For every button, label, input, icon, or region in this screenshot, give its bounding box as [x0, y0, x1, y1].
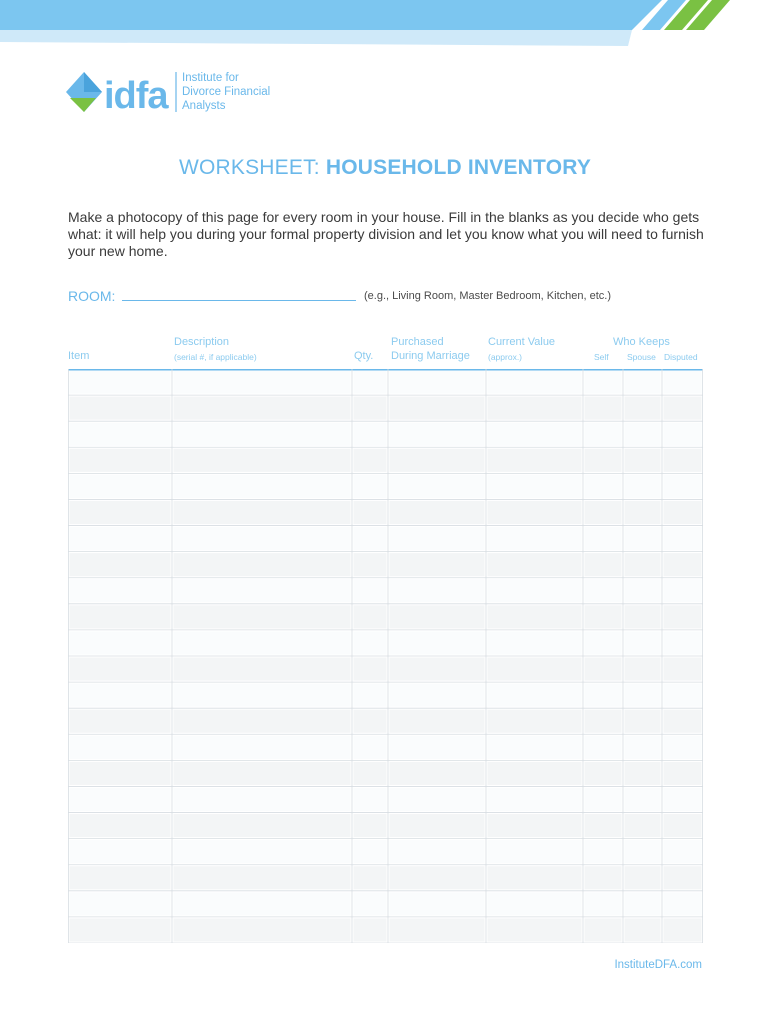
cell-purchased[interactable]: [390, 892, 485, 915]
cell-current-value[interactable]: [488, 631, 582, 654]
cell-item[interactable]: [70, 736, 171, 759]
cell-disputed[interactable]: [664, 553, 702, 576]
logo-line-3: Analysts: [182, 100, 226, 112]
cell-qty[interactable]: [354, 736, 387, 759]
cell-purchased[interactable]: [390, 788, 485, 811]
cell-spouse[interactable]: [625, 762, 661, 785]
cell-current-value[interactable]: [488, 892, 582, 915]
cell-description[interactable]: [174, 631, 351, 654]
header-current-value: Current Value: [488, 336, 556, 348]
cell-item[interactable]: [70, 892, 171, 915]
header-who-keeps: Who Keeps: [613, 336, 670, 348]
cell-purchased[interactable]: [390, 762, 485, 785]
cell-qty[interactable]: [354, 449, 387, 472]
cell-current-value[interactable]: [488, 397, 582, 420]
cell-description[interactable]: [174, 788, 351, 811]
header-self: Self: [594, 352, 609, 362]
cell-disputed[interactable]: [664, 605, 702, 628]
cell-item[interactable]: [70, 788, 171, 811]
cell-spouse[interactable]: [625, 710, 661, 733]
cell-spouse[interactable]: [625, 475, 661, 498]
cell-purchased[interactable]: [390, 631, 485, 654]
cell-purchased[interactable]: [390, 397, 485, 420]
cell-description[interactable]: [174, 892, 351, 915]
cell-qty[interactable]: [354, 762, 387, 785]
cell-current-value[interactable]: [488, 788, 582, 811]
cell-current-value[interactable]: [488, 866, 582, 889]
logo-tagline: [182, 71, 270, 113]
cell-self[interactable]: [585, 371, 622, 394]
cell-current-value[interactable]: [488, 710, 582, 733]
cell-spouse[interactable]: [625, 788, 661, 811]
cell-item[interactable]: [70, 710, 171, 733]
cell-self[interactable]: [585, 736, 622, 759]
cell-qty[interactable]: [354, 579, 387, 602]
cell-qty[interactable]: [354, 892, 387, 915]
cell-current-value[interactable]: [488, 553, 582, 576]
cell-spouse[interactable]: [625, 892, 661, 915]
cell-item[interactable]: [70, 631, 171, 654]
cell-current-value[interactable]: [488, 475, 582, 498]
cell-description[interactable]: [174, 423, 351, 446]
cell-spouse[interactable]: [625, 449, 661, 472]
cell-spouse[interactable]: [625, 658, 661, 681]
cell-qty[interactable]: [354, 814, 387, 837]
cell-purchased[interactable]: [390, 423, 485, 446]
cell-purchased[interactable]: [390, 527, 485, 550]
cell-item[interactable]: [70, 423, 171, 446]
cell-description[interactable]: [174, 553, 351, 576]
cell-self[interactable]: [585, 658, 622, 681]
cell-disputed[interactable]: [664, 866, 702, 889]
cell-qty[interactable]: [354, 918, 387, 941]
cell-spouse[interactable]: [625, 423, 661, 446]
cell-item[interactable]: [70, 814, 171, 837]
cell-item[interactable]: [70, 527, 171, 550]
cell-qty[interactable]: [354, 684, 387, 707]
cell-purchased[interactable]: [390, 840, 485, 863]
cell-spouse[interactable]: [625, 553, 661, 576]
logo-line-2: Divorce Financial: [182, 86, 271, 98]
cell-current-value[interactable]: [488, 527, 582, 550]
cell-item[interactable]: [70, 553, 171, 576]
cell-current-value[interactable]: [488, 736, 582, 759]
cell-current-value[interactable]: [488, 605, 582, 628]
banner-blue-band: [0, 0, 662, 30]
cell-qty[interactable]: [354, 501, 387, 524]
cell-disputed[interactable]: [664, 762, 702, 785]
cell-self[interactable]: [585, 631, 622, 654]
cell-spouse[interactable]: [625, 631, 661, 654]
cell-self[interactable]: [585, 553, 622, 576]
header-purchased: Purchased: [391, 336, 444, 348]
cell-item[interactable]: [70, 684, 171, 707]
cell-description[interactable]: [174, 527, 351, 550]
cell-qty[interactable]: [354, 605, 387, 628]
room-field: [68, 288, 708, 306]
cell-spouse[interactable]: [625, 918, 661, 941]
cell-description[interactable]: [174, 866, 351, 889]
header-description-sub: (serial #, if applicable): [174, 352, 257, 362]
cell-current-value[interactable]: [488, 501, 582, 524]
cell-self[interactable]: [585, 866, 622, 889]
cell-current-value[interactable]: [488, 684, 582, 707]
cell-description[interactable]: [174, 918, 351, 941]
header-disputed: Disputed: [664, 352, 698, 362]
cell-qty[interactable]: [354, 397, 387, 420]
cell-disputed[interactable]: [664, 788, 702, 811]
cell-purchased[interactable]: [390, 866, 485, 889]
cell-disputed[interactable]: [664, 736, 702, 759]
cell-self[interactable]: [585, 449, 622, 472]
cell-purchased[interactable]: [390, 684, 485, 707]
header-spouse: Spouse: [627, 352, 656, 362]
cell-disputed[interactable]: [664, 840, 702, 863]
cell-purchased[interactable]: [390, 814, 485, 837]
cell-spouse[interactable]: [625, 605, 661, 628]
cell-description[interactable]: [174, 814, 351, 837]
cell-self[interactable]: [585, 762, 622, 785]
header-banner: [0, 0, 770, 48]
cell-disputed[interactable]: [664, 814, 702, 837]
cell-disputed[interactable]: [664, 684, 702, 707]
cell-current-value[interactable]: [488, 658, 582, 681]
cell-current-value[interactable]: [488, 449, 582, 472]
cell-self[interactable]: [585, 501, 622, 524]
cell-spouse[interactable]: [625, 866, 661, 889]
cell-purchased[interactable]: [390, 553, 485, 576]
cell-item[interactable]: [70, 397, 171, 420]
cell-description[interactable]: [174, 658, 351, 681]
cell-spouse[interactable]: [625, 814, 661, 837]
title-main: HOUSEHOLD INVENTORY: [325, 156, 592, 179]
title-prefix: WORKSHEET:: [178, 156, 326, 179]
cell-self[interactable]: [585, 475, 622, 498]
cell-self[interactable]: [585, 710, 622, 733]
cell-disputed[interactable]: [664, 423, 702, 446]
cell-self[interactable]: [585, 579, 622, 602]
cell-spouse[interactable]: [625, 397, 661, 420]
cell-current-value[interactable]: [488, 579, 582, 602]
cell-purchased[interactable]: [390, 605, 485, 628]
intro-paragraph: Make a photocopy of this page for every room in your house. Fill in the blanks as you decide who gets what: it will help you during your formal property division and let you know what you will need to furnish your new home.: [68, 209, 704, 259]
banner-light-band: [0, 30, 632, 46]
page-title: [0, 156, 770, 180]
cell-spouse[interactable]: [625, 684, 661, 707]
cell-qty[interactable]: [354, 866, 387, 889]
room-label: ROOM:: [68, 288, 116, 304]
cell-qty[interactable]: [354, 788, 387, 811]
cell-current-value[interactable]: [488, 814, 582, 837]
cell-spouse[interactable]: [625, 527, 661, 550]
room-example: (e.g., Living Room, Master Bedroom, Kitchen, etc.): [364, 290, 611, 302]
cell-description[interactable]: [174, 501, 351, 524]
cell-self[interactable]: [585, 605, 622, 628]
cell-item[interactable]: [70, 840, 171, 863]
footer-url[interactable]: InstituteDFA.com: [614, 959, 702, 971]
cell-qty[interactable]: [354, 527, 387, 550]
cell-spouse[interactable]: [625, 501, 661, 524]
cell-self[interactable]: [585, 892, 622, 915]
cell-item[interactable]: [70, 449, 171, 472]
header-qty: Qty.: [354, 350, 374, 362]
cell-description[interactable]: [174, 371, 351, 394]
cell-disputed[interactable]: [664, 397, 702, 420]
cell-description[interactable]: [174, 762, 351, 785]
cell-qty[interactable]: [354, 475, 387, 498]
cell-disputed[interactable]: [664, 658, 702, 681]
cell-description[interactable]: [174, 605, 351, 628]
cell-item[interactable]: [70, 658, 171, 681]
cell-purchased[interactable]: [390, 371, 485, 394]
cell-purchased[interactable]: [390, 449, 485, 472]
cell-disputed[interactable]: [664, 892, 702, 915]
logo-line-1: Institute for: [182, 72, 239, 84]
header-current-value-sub: (approx.): [488, 352, 523, 362]
inventory-table: [68, 369, 703, 943]
cell-item[interactable]: [70, 866, 171, 889]
cell-current-value[interactable]: [488, 918, 582, 941]
cell-spouse[interactable]: [625, 371, 661, 394]
cell-description[interactable]: [174, 475, 351, 498]
cell-qty[interactable]: [354, 658, 387, 681]
header-item: Item: [68, 350, 90, 362]
cell-item[interactable]: [70, 605, 171, 628]
cell-item[interactable]: [70, 762, 171, 785]
cell-item[interactable]: [70, 475, 171, 498]
cell-qty[interactable]: [354, 631, 387, 654]
cell-self[interactable]: [585, 788, 622, 811]
cell-disputed[interactable]: [664, 918, 702, 941]
cell-current-value[interactable]: [488, 840, 582, 863]
cell-description[interactable]: [174, 579, 351, 602]
room-input-line[interactable]: [122, 300, 356, 301]
cell-current-value[interactable]: [488, 371, 582, 394]
cell-description[interactable]: [174, 710, 351, 733]
cell-description[interactable]: [174, 684, 351, 707]
cell-disputed[interactable]: [664, 475, 702, 498]
cell-disputed[interactable]: [664, 501, 702, 524]
cell-disputed[interactable]: [664, 527, 702, 550]
cell-purchased[interactable]: [390, 710, 485, 733]
cell-current-value[interactable]: [488, 762, 582, 785]
cell-disputed[interactable]: [664, 371, 702, 394]
cell-current-value[interactable]: [488, 423, 582, 446]
cell-description[interactable]: [174, 397, 351, 420]
cell-disputed[interactable]: [664, 449, 702, 472]
cell-description[interactable]: [174, 449, 351, 472]
cell-self[interactable]: [585, 918, 622, 941]
cell-qty[interactable]: [354, 553, 387, 576]
cell-self[interactable]: [585, 423, 622, 446]
cell-description[interactable]: [174, 736, 351, 759]
cell-item[interactable]: [70, 918, 171, 941]
cell-qty[interactable]: [354, 840, 387, 863]
cell-self[interactable]: [585, 397, 622, 420]
cell-qty[interactable]: [354, 423, 387, 446]
cell-qty[interactable]: [354, 710, 387, 733]
cell-spouse[interactable]: [625, 579, 661, 602]
cell-self[interactable]: [585, 840, 622, 863]
cell-purchased[interactable]: [390, 918, 485, 941]
cell-disputed[interactable]: [664, 631, 702, 654]
cell-item[interactable]: [70, 579, 171, 602]
cell-item[interactable]: [70, 371, 171, 394]
svg-text:idfa: idfa: [104, 75, 168, 117]
cell-purchased[interactable]: [390, 736, 485, 759]
cell-purchased[interactable]: [390, 475, 485, 498]
cell-self[interactable]: [585, 527, 622, 550]
cell-self[interactable]: [585, 814, 622, 837]
cell-spouse[interactable]: [625, 840, 661, 863]
cell-description[interactable]: [174, 840, 351, 863]
cell-disputed[interactable]: [664, 579, 702, 602]
cell-qty[interactable]: [354, 371, 387, 394]
cell-item[interactable]: [70, 501, 171, 524]
header-description: Description: [174, 336, 230, 348]
header-purchased-sub: During Marriage: [391, 350, 470, 362]
cell-disputed[interactable]: [664, 710, 702, 733]
cell-purchased[interactable]: [390, 579, 485, 602]
cell-purchased[interactable]: [390, 501, 485, 524]
cell-self[interactable]: [585, 684, 622, 707]
cell-spouse[interactable]: [625, 736, 661, 759]
cell-purchased[interactable]: [390, 658, 485, 681]
